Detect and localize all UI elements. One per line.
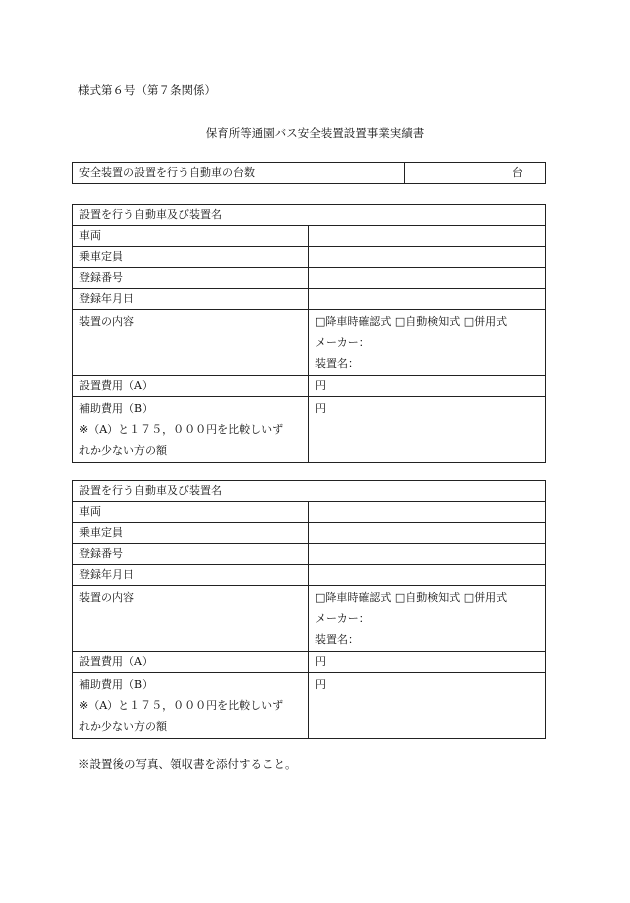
subsidy-cost-field[interactable]: [309, 397, 546, 463]
table-row: [73, 310, 546, 376]
subsidy-cost-label: 補助費用（B）: [79, 402, 154, 415]
registration-number-field[interactable]: [309, 268, 546, 289]
capacity-label: 乗車定員: [73, 523, 309, 544]
vehicle-table-2: [72, 480, 546, 739]
form-number: 様式第６号（第７条関係）: [78, 83, 216, 97]
device-content-field[interactable]: [309, 586, 546, 652]
table-row: [73, 268, 546, 289]
vehicle-count-label: 安全装置の設置を行う自動車の台数: [73, 163, 405, 184]
maker-label: メーカー：: [315, 336, 370, 349]
section-title: 設置を行う自動車及び装置名: [73, 481, 546, 502]
subsidy-cost-unit: 円: [315, 678, 326, 691]
install-cost-unit: 円: [315, 379, 326, 392]
attachment-note: ※設置後の写真、領収書を添付すること。: [78, 757, 297, 771]
capacity-label: 乗車定員: [73, 247, 309, 268]
device-name-label: 装置名：: [315, 357, 359, 370]
subsidy-note-line-1: ※（A）と１７５，０００円を比較しいず: [79, 699, 284, 712]
install-cost-label: 設置費用（A）: [73, 652, 309, 673]
table-row: [73, 502, 546, 523]
registration-date-field[interactable]: [309, 565, 546, 586]
table-row: [73, 565, 546, 586]
table-row: [73, 226, 546, 247]
section-title: 設置を行う自動車及び装置名: [73, 205, 546, 226]
device-content-field[interactable]: [309, 310, 546, 376]
vehicle-count-field[interactable]: [405, 163, 546, 184]
subsidy-cost-label-cell: [73, 673, 309, 739]
device-type-options[interactable]: □降車時確認式 □自動検知式 □併用式: [315, 591, 508, 604]
table-row: [73, 673, 546, 739]
table-row: [73, 247, 546, 268]
vehicle-field[interactable]: [309, 502, 546, 523]
vehicle-count-table: [72, 162, 546, 184]
vehicle-count-unit: 台: [512, 166, 523, 179]
device-content-label: 装置の内容: [73, 586, 309, 652]
table-row: [73, 586, 546, 652]
device-name-label: 装置名：: [315, 633, 359, 646]
registration-number-field[interactable]: [309, 544, 546, 565]
device-content-label: 装置の内容: [73, 310, 309, 376]
table-row: [73, 289, 546, 310]
subsidy-cost-field[interactable]: [309, 673, 546, 739]
device-type-options[interactable]: □降車時確認式 □自動検知式 □併用式: [315, 315, 508, 328]
document-title: 保育所等通園バス安全装置設置事業実績書: [205, 126, 425, 140]
maker-label: メーカー：: [315, 612, 370, 625]
section-header: [73, 205, 546, 226]
subsidy-note-line-2: れか少ない方の額: [79, 720, 167, 733]
capacity-field[interactable]: [309, 247, 546, 268]
vehicle-label: 車両: [73, 226, 309, 247]
registration-number-label: 登録番号: [73, 544, 309, 565]
subsidy-cost-label-cell: [73, 397, 309, 463]
vehicle-table-1: [72, 204, 546, 463]
table-row: [73, 652, 546, 673]
registration-date-field[interactable]: [309, 289, 546, 310]
install-cost-unit: 円: [315, 655, 326, 668]
table-row: [73, 397, 546, 463]
install-cost-field[interactable]: [309, 376, 546, 397]
registration-date-label: 登録年月日: [73, 565, 309, 586]
vehicle-label: 車両: [73, 502, 309, 523]
install-cost-label: 設置費用（A）: [73, 376, 309, 397]
registration-number-label: 登録番号: [73, 268, 309, 289]
subsidy-cost-label: 補助費用（B）: [79, 678, 154, 691]
table-row: [73, 523, 546, 544]
table-row: [73, 376, 546, 397]
capacity-field[interactable]: [309, 523, 546, 544]
vehicle-field[interactable]: [309, 226, 546, 247]
registration-date-label: 登録年月日: [73, 289, 309, 310]
table-row: [73, 544, 546, 565]
subsidy-note-line-1: ※（A）と１７５，０００円を比較しいず: [79, 423, 284, 436]
subsidy-note-line-2: れか少ない方の額: [79, 444, 167, 457]
install-cost-field[interactable]: [309, 652, 546, 673]
section-header: [73, 481, 546, 502]
subsidy-cost-unit: 円: [315, 402, 326, 415]
vehicle-count-row: [73, 163, 546, 184]
